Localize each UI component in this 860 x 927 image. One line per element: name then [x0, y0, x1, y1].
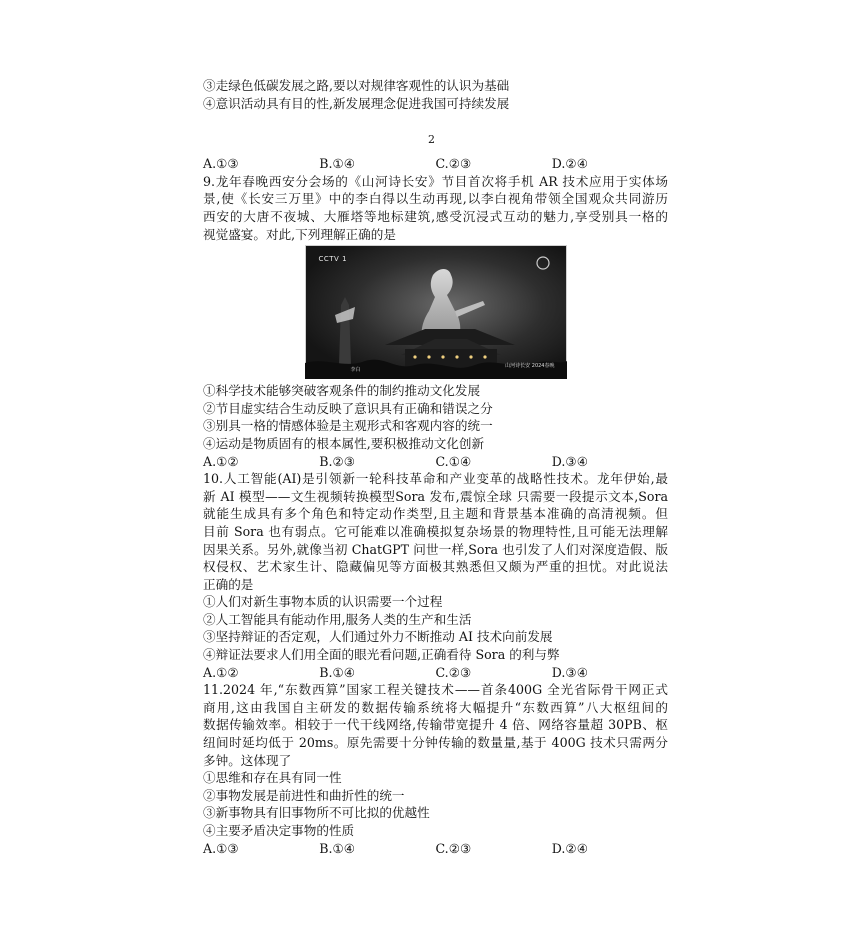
q9-photo-container [203, 244, 668, 380]
q9-stem-line: 景,使《长安三万里》中的李白得以生动再现,以李白视角带领全国观众共同游历 [203, 191, 668, 207]
option-c: C.①④ [435, 453, 472, 469]
option-c: C.②③ [435, 840, 472, 856]
q9-statement: ④运动是物质固有的根本属性,要积极推动文化创新 [203, 435, 485, 451]
q10-stem-line: 因果关系。另外,就像当初 ChatGPT 问世一样,Sora 也引发了人们对深度造假、版 [203, 541, 668, 557]
q8-options [203, 155, 668, 173]
option-b: B.①④ [319, 156, 356, 172]
gala-stage-photo [305, 245, 567, 379]
option-d: D.③④ [551, 453, 588, 469]
q10-stem-line: 就能生成具有多个角色和特定动作类型,且主题和背景基本准确的高清视频。但 [203, 506, 668, 522]
exam-page [203, 77, 668, 857]
option-c: C.②③ [435, 156, 472, 172]
statement-line: ④意识活动具有目的性,新发展理念促进我国可持续发展 [203, 95, 510, 111]
q11-statement: ③新事物具有旧事物所不可比拟的优越性 [203, 805, 430, 821]
q10-statement: ②人工智能具有能动作用,服务人类的生产和生活 [203, 611, 472, 627]
left-caption: 李白 [350, 367, 361, 374]
option-a: A.①② [203, 453, 239, 469]
q9-stem-line: 视觉盛宴。对此,下列理解正确的是 [203, 226, 396, 242]
page-number: 2 [428, 133, 435, 146]
q11-stem-line: 纽间时延均低于 20ms。原先需要十分钟传输的数量量,基于 400G 技术只需两分 [203, 735, 668, 751]
option-a: A.①③ [203, 156, 239, 172]
option-d: D.③④ [551, 664, 588, 680]
statement-line: ③走绿色低碳发展之路,要以对规律客观性的认识为基础 [203, 78, 510, 93]
corner-caption: 山河诗长安 2024春晚 [505, 363, 555, 370]
q10-stem-line: 10.人工智能(AI)是引领新一轮科技革命和产业变革的战略性技术。龙年伊始,最 [203, 471, 668, 487]
q11-stem-line: 多钟。这体现了 [203, 752, 292, 768]
q11-options [203, 840, 668, 858]
q11-stem-line: 数据传输效率。相较于一代干线网络,传输带宽提升 4 倍、网络容量超 30PB、枢 [203, 717, 668, 733]
q11-stem-line: 11.2024 年,“东数西算”国家工程关键技术——首条400G 全光省际骨干网正式 [203, 682, 668, 698]
option-a: A.①③ [203, 840, 239, 856]
q10-stem-line: 正确的是 [203, 576, 254, 592]
q11-stem-line: 商用,这由我国自主研发的数据传输系统将大幅提升“东数西算”八大枢纽间的 [203, 699, 668, 715]
q9-statement: ③别具一格的情感体验是主观形式和客观内容的统一 [203, 418, 493, 434]
option-d: D.②④ [551, 156, 588, 172]
q10-stem-line: 目前 Sora 也有弱点。它可能难以准确模拟复杂场景的物理特性,且可能无法理解 [203, 523, 668, 539]
channel-logo: CCTV 1 [318, 255, 348, 264]
q10-statement: ①人们对新生事物本质的认识需要一个过程 [203, 594, 443, 610]
q9-options [203, 453, 668, 471]
stage-scene-graphic [305, 245, 567, 379]
q10-statement: ③坚持辩证的否定观，人们通过外力不断推动 AI 技术向前发展 [203, 629, 553, 645]
q10-statement: ④辩证法要求人们用全面的眼光看问题,正确看待 Sora 的利与弊 [203, 647, 560, 663]
q11-statement: ②事物发展是前进性和曲折性的统一 [203, 787, 405, 803]
q9-stem-line: 西安的大唐不夜城、大雁塔等地标建筑,感受沉浸式互动的魅力,享受别具一格的 [203, 208, 668, 224]
option-d: D.②④ [551, 840, 588, 856]
option-c: C.②③ [435, 664, 472, 680]
q11-statement: ①思维和存在具有同一性 [203, 770, 342, 786]
q10-stem-line: 新 AI 模型——文生视频转换模型Sora 发布,震惊全球 只需要一段提示文本,Sora [203, 488, 668, 504]
option-b: B.①④ [319, 840, 356, 856]
q9-stem-line: 9.龙年春晚西安分会场的《山河诗长安》节目首次将手机 AR 技术应用于实体场 [203, 173, 668, 189]
q10-options [203, 664, 668, 682]
option-b: B.①④ [319, 664, 356, 680]
option-a: A.①② [203, 664, 239, 680]
q11-statement: ④主要矛盾决定事物的性质 [203, 823, 355, 838]
option-b: B.②③ [319, 453, 356, 469]
q9-statement: ①科学技术能够突破客观条件的制约推动文化发展 [203, 383, 481, 399]
q9-statement: ②节目虚实结合生动反映了意识具有正确和错误之分 [203, 400, 493, 416]
q10-stem-line: 权侵权、艺术家生计、隐藏偏见等方面极其熟悉但又颇为严重的担忧。对此说法 [203, 559, 668, 575]
